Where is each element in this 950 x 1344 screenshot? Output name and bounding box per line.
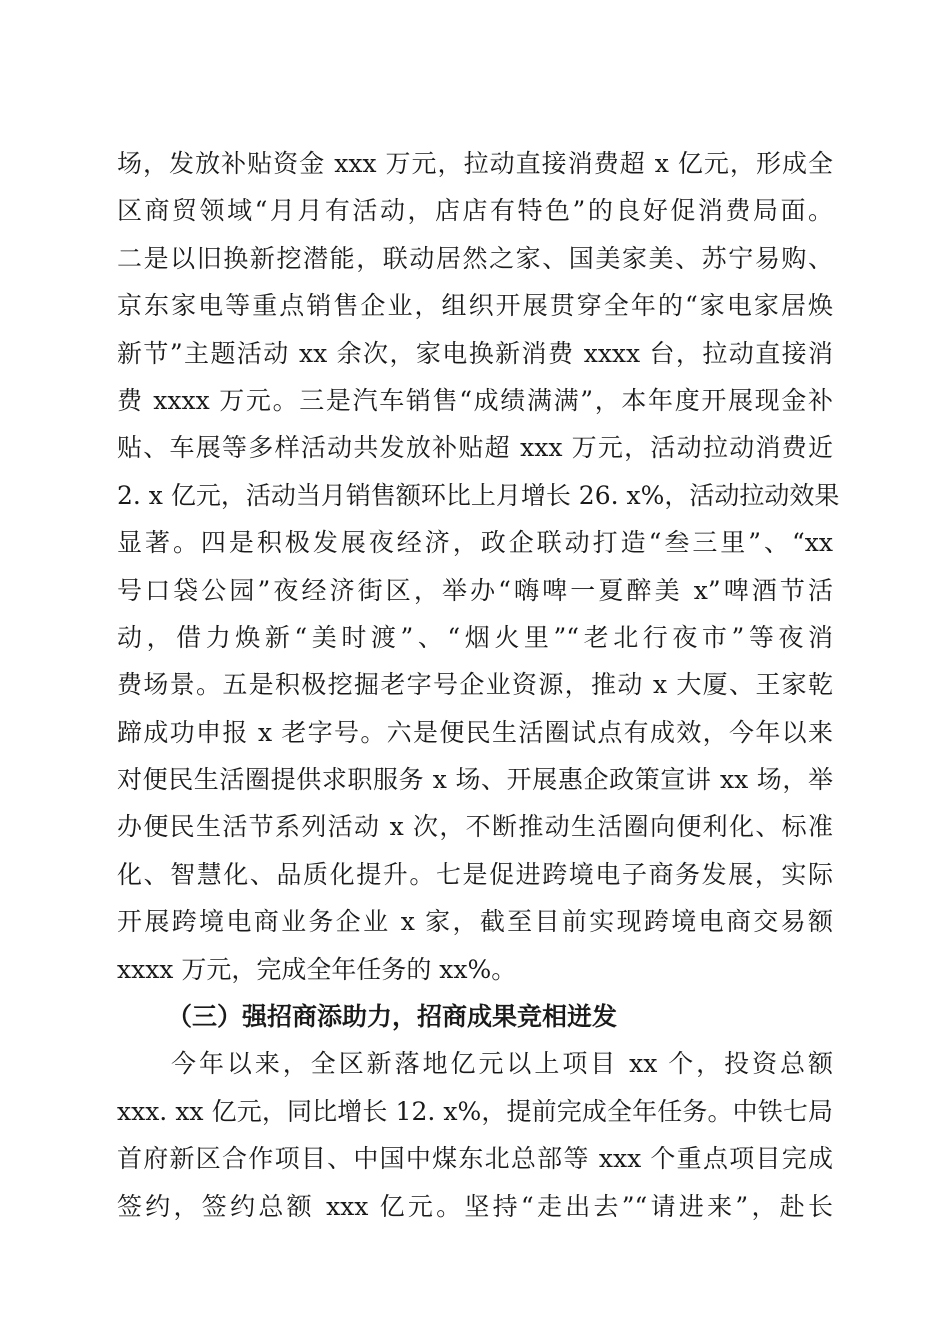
body-line: 贴、车展等多样活动共发放补贴超 xxx 万元，活动拉动消费近 (117, 433, 833, 463)
body-line: 化、智慧化、品质化提升。七是促进跨境电子商务发展，实际 (117, 859, 833, 889)
body-line: 二是以旧换新挖潜能，联动居然之家、国美家美、苏宁易购、 (117, 243, 833, 273)
body-line: 办便民生活节系列活动 x 次，不断推动生活圈向便利化、标准 (117, 812, 833, 842)
body-line: 新节”主题活动 xx 余次，家电换新消费 xxxx 台，拉动直接消 (117, 338, 833, 368)
document-body (117, 140, 840, 1230)
body-line: 2. x 亿元，活动当月销售额环比上月增长 26. x%，活动拉动效果 (117, 480, 840, 510)
body-line: 开展跨境电商业务企业 x 家，截至目前实现跨境电商交易额 (117, 907, 833, 937)
body-line: xxx. xx 亿元，同比增长 12. x%，提前完成全年任务。中铁七局 (117, 1096, 833, 1126)
body-line: 对便民生活圈提供求职服务 x 场、开展惠企政策宣讲 xx 场，举 (117, 765, 833, 795)
body-line: 号口袋公园”夜经济街区，举办“嗨啤一夏醉美 x”啤酒节活 (117, 575, 833, 605)
section-heading: （三）强招商添助力，招商成果竞相迸发 (167, 1002, 618, 1032)
body-line: 今年以来，全区新落地亿元以上项目 xx 个，投资总额 (171, 1049, 833, 1079)
body-line: 显著。四是积极发展夜经济，政企联动打造“叁三里”、“xx (117, 528, 833, 558)
body-line: 场，发放补贴资金 xxx 万元，拉动直接消费超 x 亿元，形成全 (117, 149, 833, 178)
body-line: 首府新区合作项目、中国中煤东北总部等 xxx 个重点项目完成 (117, 1144, 833, 1174)
body-line: 京东家电等重点销售企业，组织开展贯穿全年的“家电家居焕 (117, 291, 833, 321)
body-line: 费 xxxx 万元。三是汽车销售“成绩满满”，本年度开展现金补 (117, 385, 833, 415)
body-line: 动，借力焕新“美时渡”、“烟火里”“老北行夜市”等夜消 (117, 622, 833, 652)
body-line: xxxx 万元，完成全年任务的 xx%。 (117, 954, 517, 984)
body-line: 签约，签约总额 xxx 亿元。坚持“走出去”“请进来”，赴长 (117, 1191, 833, 1221)
body-line: 蹄成功申报 x 老字号。六是便民生活圈试点有成效，今年以来 (117, 717, 833, 747)
body-line: 区商贸领域“月月有活动，店店有特色”的良好促消费局面。 (117, 196, 833, 226)
body-line: 费场景。五是积极挖掘老字号企业资源，推动 x 大厦、王家乾 (117, 670, 833, 700)
